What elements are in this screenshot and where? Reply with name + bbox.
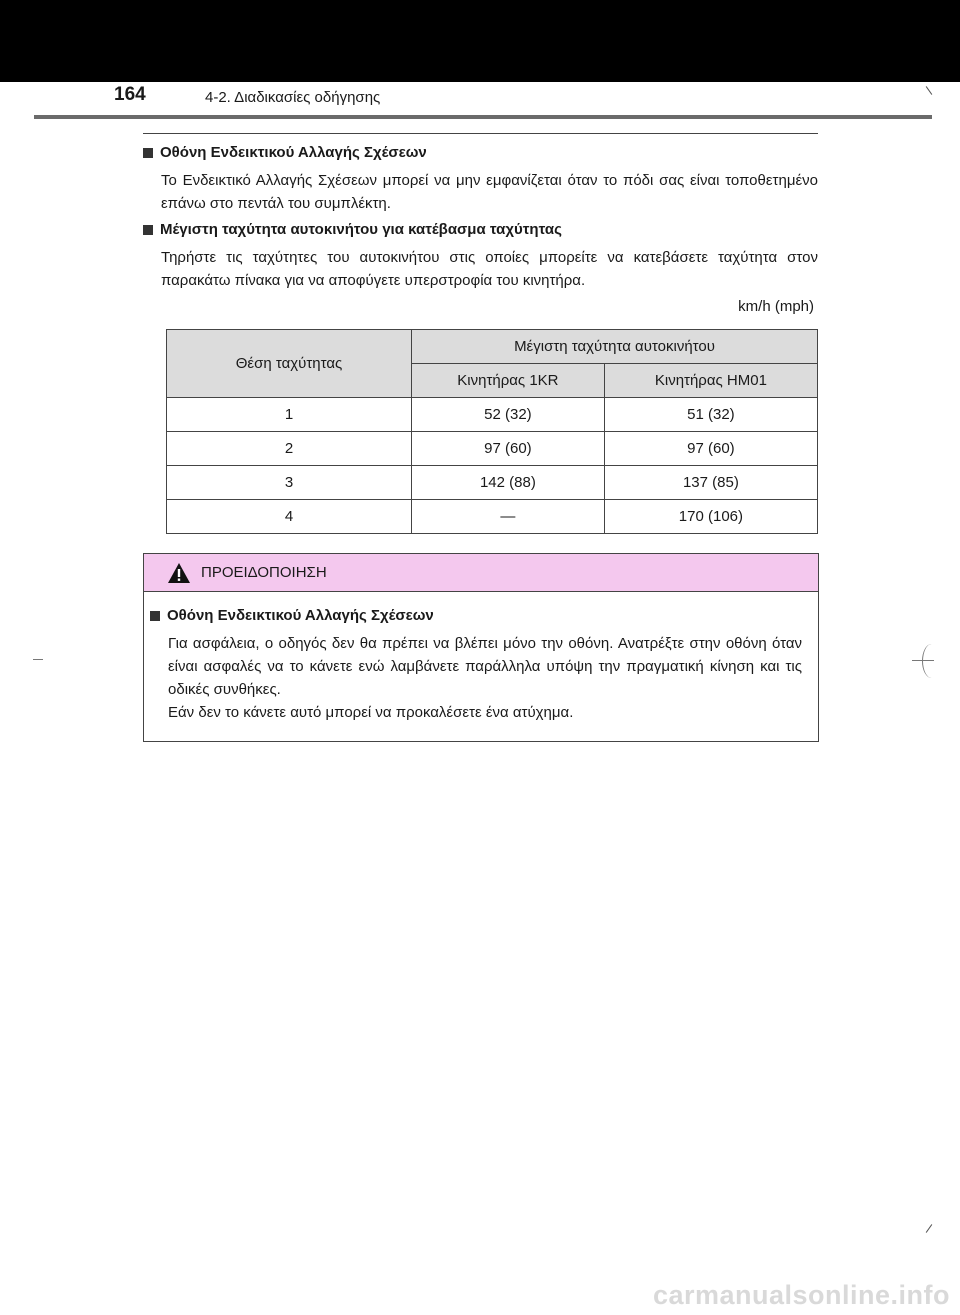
table-row [167, 432, 818, 466]
section-title: 4-2. Διαδικασίες οδήγησης [205, 89, 381, 106]
warning-text-2: Εάν δεν το κάνετε αυτό μπορεί να προκαλέσετε ένα ατύχημα. [168, 704, 574, 721]
speed-hm01-cell: 170 (106) [604, 500, 817, 534]
crop-mark-arc [922, 644, 941, 678]
warning-heading: Οθόνη Ενδεικτικού Αλλαγής Σχέσεων [150, 607, 802, 624]
square-bullet-icon [150, 611, 160, 621]
warning-text: Για ασφάλεια, ο οδηγός δεν θα πρέπει να βλέπει μόνο την οθόνη. Ανατρέξτε στην οθόνη όταν είναι ασφαλές να το κάνετε ενώ λαμβάνετε παράλληλα υπόψη την πραγματική κίνηση και τις οδικές συνθήκες. [168, 635, 802, 698]
section-heading: Οθόνη Ενδεικτικού Αλλαγής Σχέσεων [143, 144, 818, 161]
warning-body [144, 592, 818, 724]
table-row [167, 398, 818, 432]
table-row [167, 466, 818, 500]
speed-1kr-cell: — [412, 500, 605, 534]
header-engine-hm01: Κινητήρας HM01 [604, 364, 817, 398]
gear-cell: 3 [167, 466, 412, 500]
header-engine-1kr: Κινητήρας 1KR [412, 364, 605, 398]
units-label: km/h (mph) [738, 298, 814, 315]
gear-cell: 4 [167, 500, 412, 534]
speed-hm01-cell: 51 (32) [604, 398, 817, 432]
table-row [167, 500, 818, 534]
crop-mark-bottom-right [926, 1224, 933, 1233]
section-text: Τηρήστε τις ταχύτητες του αυτοκινήτου στις οποίες μπορείτε να κατεβάσετε ταχύτητα στον παρακάτω πίνακα για να αποφύγετε υπερστροφία του κινητήρα. [161, 249, 818, 289]
header-rule [34, 115, 932, 119]
header-max-speed: Μέγιστη ταχύτητα αυτοκινήτου [412, 330, 818, 364]
content-rule [143, 133, 818, 134]
crop-mark-left-middle [33, 659, 43, 660]
header-gear-position: Θέση ταχύτητας [167, 330, 412, 398]
speed-1kr-cell: 97 (60) [412, 432, 605, 466]
speed-1kr-cell: 142 (88) [412, 466, 605, 500]
section-heading: Μέγιστη ταχύτητα αυτοκινήτου για κατέβασμα ταχύτητας [143, 221, 818, 238]
crop-mark-top-right [926, 86, 933, 95]
square-bullet-icon [143, 148, 153, 158]
speed-hm01-cell: 137 (85) [604, 466, 817, 500]
top-black-band [0, 0, 960, 82]
page-number: 164 [114, 84, 146, 105]
square-bullet-icon [143, 225, 153, 235]
section-text: Το Ενδεικτικό Αλλαγής Σχέσεων μπορεί να μην εμφανίζεται όταν το πόδι σας είναι τοποθετημένο επάνω στο πεντάλ του συμπλέκτη. [161, 172, 818, 212]
main-content [143, 133, 818, 315]
watermark: carmanualsonline.info [652, 1280, 950, 1310]
warning-triangle-icon [167, 562, 191, 584]
warning-header [144, 554, 818, 592]
warning-label: ΠΡΟΕΙΔΟΠΟΙΗΣΗ [201, 564, 327, 581]
speed-hm01-cell: 97 (60) [604, 432, 817, 466]
speed-1kr-cell: 52 (32) [412, 398, 605, 432]
gear-cell: 1 [167, 398, 412, 432]
warning-box [143, 553, 819, 742]
gear-cell: 2 [167, 432, 412, 466]
downshift-speed-table [166, 329, 818, 534]
